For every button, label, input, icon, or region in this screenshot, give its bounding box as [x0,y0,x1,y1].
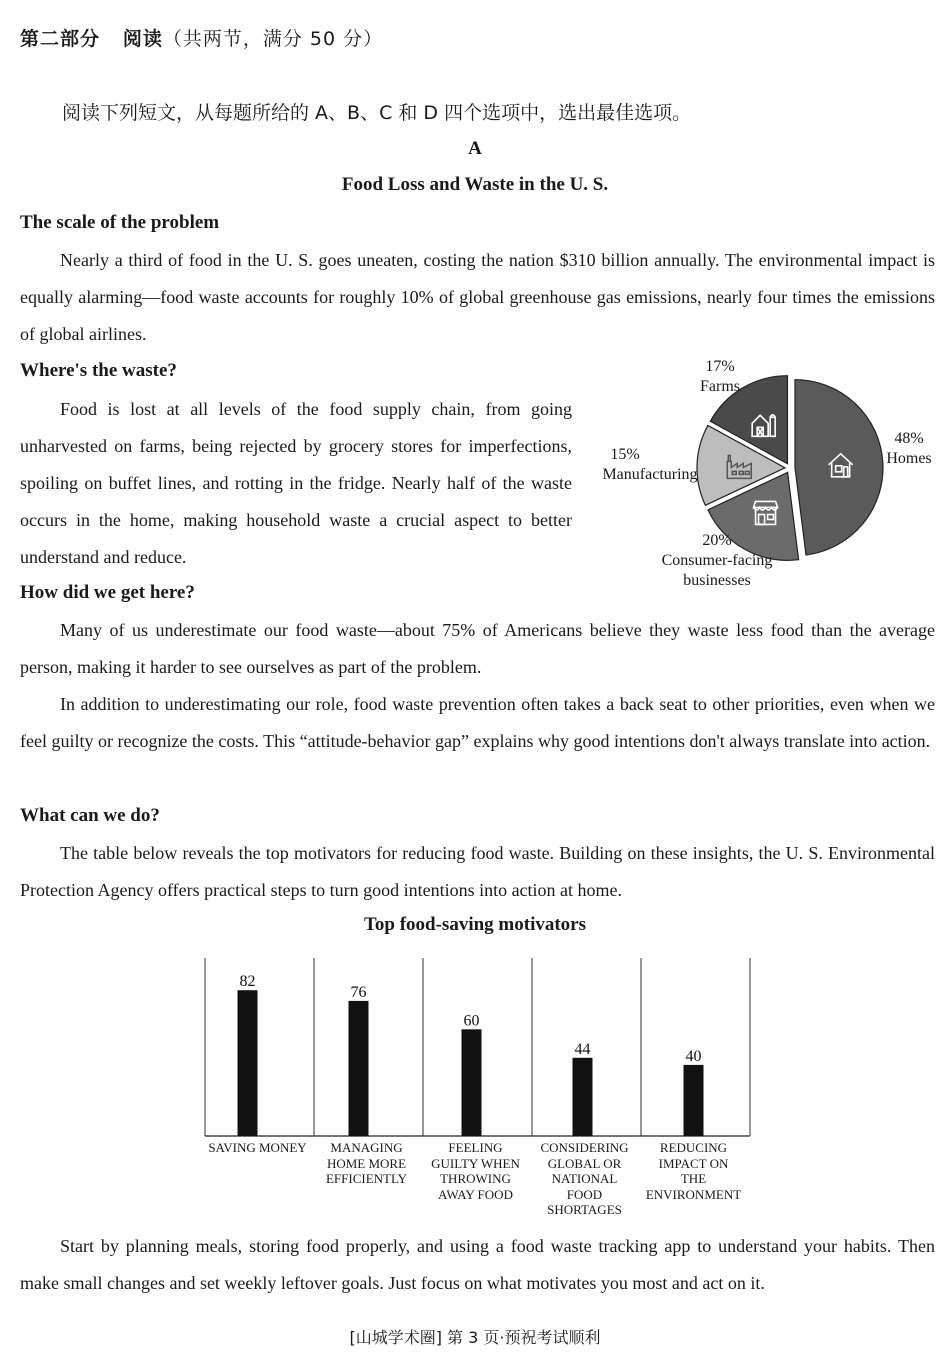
pie-pct-farms: 17% [705,358,735,375]
section-note: （共两节，满分 50 分） [162,28,384,50]
instruction: 阅读下列短文，从每题所给的 A、B、C 和 D 四个选项中，选出最佳选项。 [62,102,692,124]
category-label: MANAGING HOME MORE EFFICIENTLY [325,1140,408,1186]
paragraph-text: Many of us underestimate our food waste—about 75% of Americans believe they waste less food than the average person, making it harder to see ourselves as part of the problem. [20,620,935,677]
section-heading-how: How did we get here? [20,582,195,603]
bar-value-label: 60 [463,1012,480,1030]
paragraph-how-1 [20,612,935,686]
pie-name-farms: Farms [700,378,740,395]
pie-label-manufacturing [590,445,710,485]
chart-bars [238,973,704,1136]
paragraph-what [20,835,935,909]
pie-pct-consumer: 20% [702,532,732,549]
bar-value-label: 82 [239,973,256,991]
chart-title: Top food-saving motivators [363,914,587,935]
pie-name-manufacturing: Manufacturing [602,466,698,483]
paragraph-where [20,391,572,576]
motivators-bar-chart [190,950,770,1140]
pie-label-farms [690,357,750,397]
pie-label-consumer [642,531,792,591]
section-label: 第二部分 [20,28,101,50]
paragraph-closing [20,1228,935,1302]
paragraph-scale [20,242,935,353]
section-title: 阅读 [122,28,163,50]
pie-label-homes [880,429,938,469]
pie-name-consumer: Consumer-facing businesses [661,552,773,589]
pie-pct-homes: 48% [894,430,924,447]
paragraph-text: Food is lost at all levels of the food supply chain, from going unharvested on farms, being rejected by grocery stores for imperfections, spoiling on buffet lines, and rotting in the fridge. Nearly half of the waste occurs in the home, making household waste a crucial aspect to better understand and reduce. [20,399,572,567]
page-footer: [山城学术圈] 第 3 页·预祝考试顺利 [349,1328,601,1347]
pie-pct-manufacturing: 15% [610,446,640,463]
bar-1 [238,990,258,1136]
bar-value-label: 76 [350,983,367,1001]
paragraph-text: Nearly a third of food in the U. S. goes uneaten, costing the nation $310 billion annually. The environmental impact is equally alarming—food waste accounts for roughly 10% of global greenhouse gas emissions, nearly four times the emissions of global airlines. [20,250,935,344]
bar-value-label: 44 [574,1040,591,1058]
section-heading-what: What can we do? [20,805,160,826]
section-heading-where: Where's the waste? [20,360,177,381]
paragraph-how-2 [20,686,935,760]
pie-slice-homes [795,380,883,555]
paragraph-text: In addition to underestimating our role, food waste prevention often takes a back seat to other priorities, even when we feel guilty or recognize the costs. This “attitude-behavior gap” explains why good intentions don't always translate into action. [20,694,935,751]
paragraph-text: Start by planning meals, storing food properly, and using a food waste tracking app to understand your habits. Then make small changes and set weekly leftover goals. Just focus on what motivates you most and act on it. [20,1236,935,1293]
pie-name-homes: Homes [886,450,932,467]
bar-3 [462,1029,482,1136]
category-label: SAVING MONEY [208,1140,307,1155]
section-heading-scale: The scale of the problem [20,212,220,233]
bar-value-label: 40 [685,1047,702,1065]
bar-4 [573,1058,593,1136]
bar-5 [684,1065,704,1136]
passage-letter: A [468,138,482,159]
category-label: CONSIDERING GLOBAL OR NATIONAL FOOD SHORTAGES [540,1140,629,1217]
category-label: REDUCING IMPACT ON THE ENVIRONMENT [645,1140,742,1202]
category-label: FEELING GUILTY WHEN THROWING AWAY FOOD [431,1140,520,1202]
bar-2 [349,1001,369,1136]
section-header [20,24,383,51]
paragraph-text: The table below reveals the top motivators for reducing food waste. Building on these insights, the U. S. Environmental Protection Agency offers practical steps to turn good intentions into action at home. [20,843,935,900]
passage-title: Food Loss and Waste in the U. S. [341,174,609,195]
